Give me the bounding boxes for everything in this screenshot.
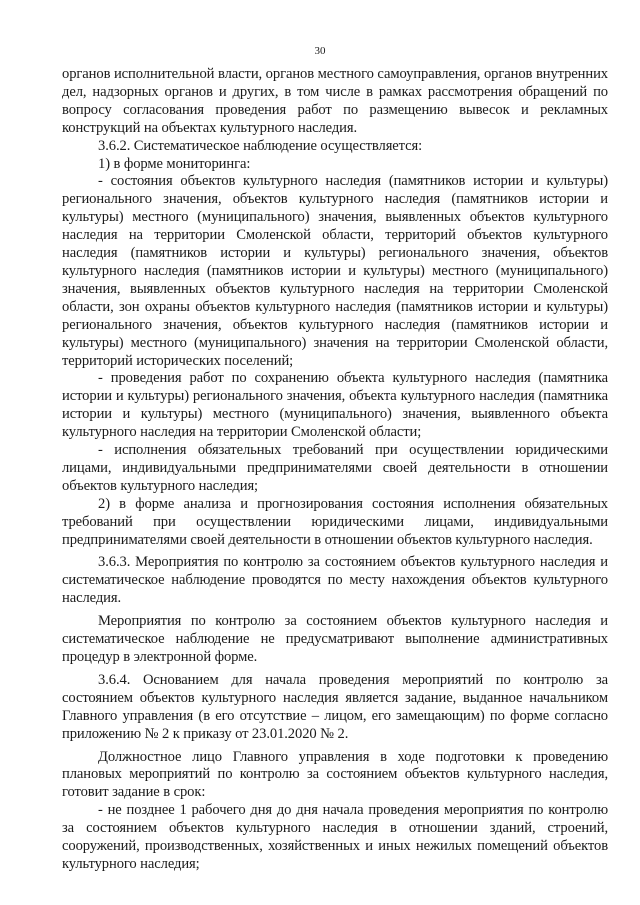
paragraph-continuation: органов исполнительной власти, органов местного самоуправления, органов внутренних дел, надзорных органов и других, в том числе в рамках рассмотрения обращений по вопросу согласования проведения работ по размещению вывесок и рекламных конструкций на объектах культурного наследия. [62,66,608,136]
paragraph-3-6-2: 3.6.2. Систематическое наблюдение осуществляется: [98,137,423,154]
paragraph-3-6-4: 3.6.4. Основанием для начала проведения мероприятий по контролю за состоянием объектов культурного наследия является задание, выданное начальником Главного управления (в его отсутствие – лицом, его замещающим) по форме согласно приложению № 2 к приказу от 23.01.2020 № 2. [62,671,608,742]
paragraph-electronic-form: Мероприятия по контролю за состоянием объектов культурного наследия и систематическое наблюдение не предусматривают выполнение административных процедур в электронной форме. [62,613,608,665]
paragraph-monitoring-item-3: - исполнения обязательных требований при осуществлении юридическими лицами, индивидуальными предпринимателями своей деятельности в отношении объектов культурного наследия; [62,442,608,494]
paragraph-monitoring-item-1: - состояния объектов культурного наследия (памятников истории и культуры) регионального значения, объектов культурного наследия (памятников истории и культуры) местного (муниципального) значения, выявленных объектов культурного наследия на территории Смоленской области, территорий объектов культурного наследия (памятников истории и культуры) регионального значения, объектов культурного наследия (памятников истории и культуры) местного (муниципального) значения, выявленных объектов культурного наследия на территории Смоленской области, зон охраны объектов культурного наследия (памятников истории и культуры) регионального значения, объектов культурного наследия (памятников истории и культуры) местного (муниципального) значения на территории Смоленской области, территорий исторических поселений; [62,173,608,369]
paragraph-3-6-3: 3.6.3. Мероприятия по контролю за состоянием объектов культурного наследия и систематическое наблюдение проводятся по месту нахождения объектов культурного наследия. [62,554,608,607]
paragraph-deadline-item: - не позднее 1 рабочего дня до дня начала проведения мероприятия по контролю за состоянием объектов культурного наследия в отношении зданий, строений, сооружений, производственных, хозяйственных и иных нежилых помещений объектов культурного наследия; [62,802,608,872]
paragraph-monitoring-form: 1) в форме мониторинга: [98,155,251,172]
page-number: 30 [314,45,326,57]
paragraph-task-preparation: Должностное лицо Главного управления в ходе подготовки к проведению плановых мероприятий по контролю за состоянием объектов культурного наследия, готовит задание в срок: [62,748,608,801]
document-body [62,66,608,874]
paragraph-monitoring-item-2: - проведения работ по сохранению объекта культурного наследия (памятника истории и культуры) регионального значения, объекта культурного наследия (памятника истории и культуры) местного (муниципального) значения, выявленного объекта культурного наследия на территории Смоленской области; [62,370,608,441]
paragraph-analysis-form: 2) в форме анализа и прогнозирования состояния исполнения обязательных требований при осуществлении юридическими лицами, индивидуальными предпринимателями своей деятельности в отношении объектов культурного наследия. [62,495,608,548]
